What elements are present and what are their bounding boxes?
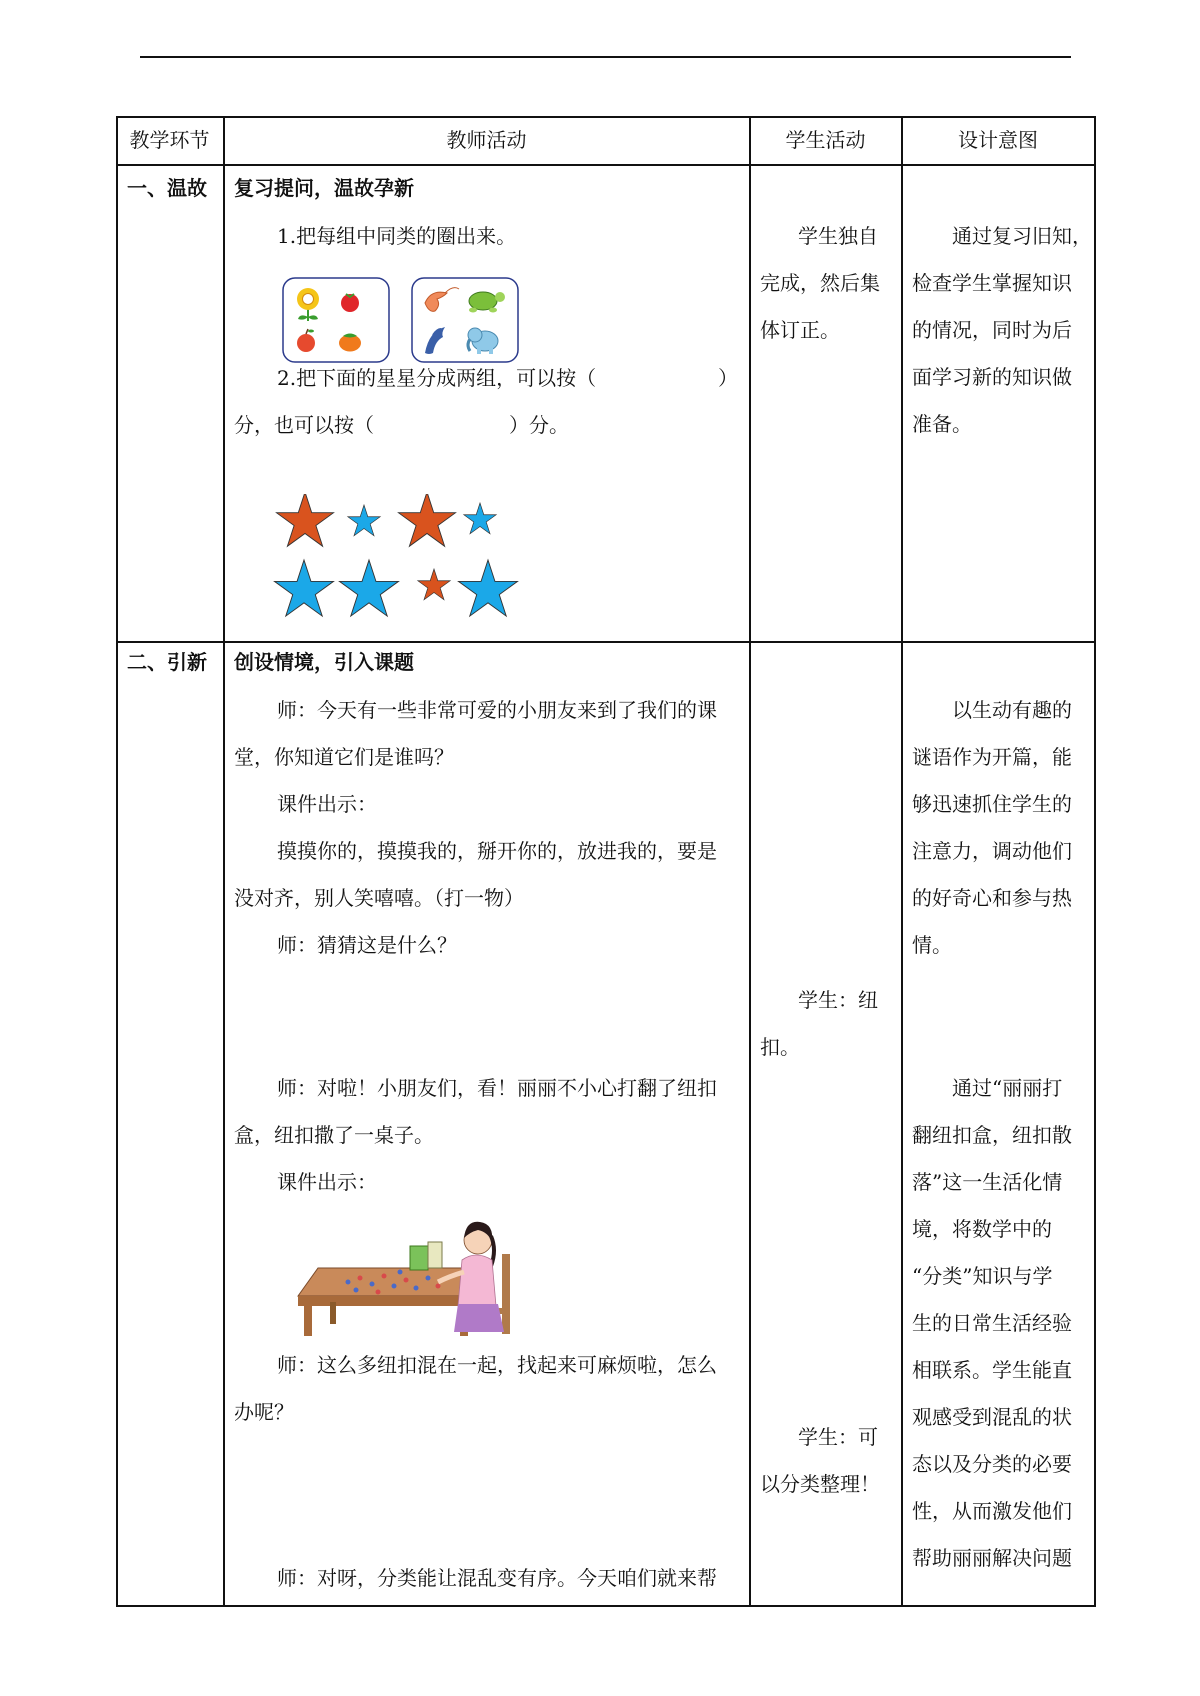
question-2-bracket-end: ）	[718, 366, 738, 390]
s2-intent2-line-4: 境，将数学中的	[912, 1217, 1052, 1241]
s2-intent2-line-3: 落”这一生活化情	[912, 1170, 1063, 1194]
section2-title: 创设情境，引入课题	[234, 650, 414, 674]
stage-introduce: 二、引新	[127, 650, 207, 674]
s2-intent1-line-6: 情。	[912, 933, 952, 957]
s2-intent1-line-5: 的好奇心和参与热	[912, 886, 1072, 910]
s2-teacher-line-2: 堂，你知道它们是谁吗？	[234, 745, 454, 769]
s2-teacher-line-8: 盒，纽扣撒了一桌子。	[234, 1123, 434, 1147]
table-header-divider	[116, 164, 1096, 166]
lesson-table	[116, 116, 1096, 1606]
star-small-blue-1	[348, 505, 380, 536]
s1-intent-line-3: 的情况，同时为后	[912, 318, 1072, 342]
s2-student2-line-2: 以分类整理！	[760, 1472, 880, 1496]
stage-review: 一、温故	[127, 176, 207, 200]
table-col-divider-2	[749, 116, 751, 1606]
table-border-bottom	[116, 1605, 1096, 1607]
section1-title: 复习提问，温故孕新	[234, 176, 414, 200]
question-1: 1.把每组中同类的圈出来。	[277, 224, 517, 248]
s2-intent2-line-8: 观感受到混乱的状	[912, 1405, 1072, 1429]
s2-student2-line-1: 学生：可	[798, 1425, 878, 1449]
stars-figure	[272, 494, 562, 629]
star-large-blue-3	[459, 560, 518, 616]
table-border-right	[1094, 116, 1096, 1606]
s2-intent2-line-6: 生的日常生活经验	[912, 1311, 1072, 1335]
header-intent: 设计意图	[958, 128, 1038, 152]
s2-intent1-line-1: 以生动有趣的	[952, 698, 1072, 722]
table-col-divider-3	[901, 116, 903, 1606]
question-2-line1: 2.把下面的星星分成两组，可以按（	[277, 366, 597, 390]
s1-student-line-1: 学生独自	[798, 224, 878, 248]
star-large-blue-2	[340, 560, 399, 616]
s2-intent2-line-9: 态以及分类的必要	[912, 1452, 1072, 1476]
star-small-orange-1	[418, 569, 450, 600]
s2-teacher-line-5: 没对齐，别人笑嘻嘻。（打一物）	[234, 886, 524, 910]
s2-student1-line-1: 学生：纽	[798, 988, 878, 1012]
table-border-left	[116, 116, 118, 1606]
s2-teacher-line-1: 师：今天有一些非常可爱的小朋友来到了我们的课	[277, 698, 717, 722]
s2-teacher-line-4: 摸摸你的，摸摸我的，掰开你的，放进我的，要是	[277, 839, 717, 863]
s2-intent2-line-11: 帮助丽丽解决问题	[912, 1546, 1072, 1570]
header-teacher: 教师活动	[446, 128, 527, 152]
s2-teacher-line-6: 师：猜猜这是什么？	[277, 933, 457, 957]
tomato-icon	[341, 294, 359, 312]
s2-intent1-line-2: 谜语作为开篇，能	[912, 745, 1072, 769]
s1-intent-line-2: 检查学生掌握知识	[912, 271, 1072, 295]
s2-intent2-line-7: 相联系。学生能直	[912, 1358, 1072, 1382]
header-stage: 教学环节	[129, 128, 210, 152]
s2-teacher-line-12: 师：对呀，分类能让混乱变有序。今天咱们就来帮	[277, 1566, 717, 1590]
s2-teacher-line-10: 师：这么多纽扣混在一起，找起来可麻烦啦，怎么	[277, 1353, 717, 1377]
s1-student-line-3: 体订正。	[760, 318, 840, 342]
s1-intent-line-1: 通过复习旧知，	[952, 224, 1092, 248]
s2-teacher-line-3: 课件出示：	[277, 792, 377, 816]
s2-intent2-line-1: 通过“丽丽打	[952, 1076, 1063, 1100]
question-2-line2b: ）分。	[509, 413, 569, 437]
s2-intent2-line-5: “分类”知识与学	[912, 1264, 1053, 1288]
s2-intent1-line-4: 注意力，调动他们	[912, 839, 1072, 863]
fruit-group-box	[282, 277, 390, 363]
star-large-orange-2	[398, 494, 455, 546]
table-border-top	[116, 116, 1096, 118]
s1-intent-line-4: 面学习新的知识做	[912, 365, 1072, 389]
s2-teacher-line-11: 办呢？	[234, 1400, 294, 1424]
s2-student1-line-2: 扣。	[760, 1035, 800, 1059]
header-rule	[140, 56, 1071, 58]
s2-intent2-line-2: 翻纽扣盒，纽扣散	[912, 1123, 1072, 1147]
girl-buttons-illustration	[288, 1212, 548, 1342]
s1-student-line-2: 完成，然后集	[760, 271, 880, 295]
s1-intent-line-5: 准备。	[912, 412, 972, 436]
sunflower-icon	[297, 288, 319, 321]
star-large-orange-1	[276, 494, 333, 546]
table-col-divider-1	[223, 116, 225, 1606]
header-student: 学生活动	[785, 128, 866, 152]
question-2-line2a: 分，也可以按（	[234, 413, 374, 437]
s2-intent2-line-10: 性，从而激发他们	[912, 1499, 1072, 1523]
s2-intent1-line-3: 够迅速抓住学生的	[912, 792, 1072, 816]
s2-teacher-line-7: 师：对啦！小朋友们，看！丽丽不小心打翻了纽扣	[277, 1076, 717, 1100]
table-row-divider	[116, 641, 1096, 643]
s2-teacher-line-9: 课件出示：	[277, 1170, 377, 1194]
star-large-blue-1	[275, 560, 334, 616]
animal-group-box	[411, 277, 519, 363]
star-small-blue-2	[464, 503, 496, 534]
